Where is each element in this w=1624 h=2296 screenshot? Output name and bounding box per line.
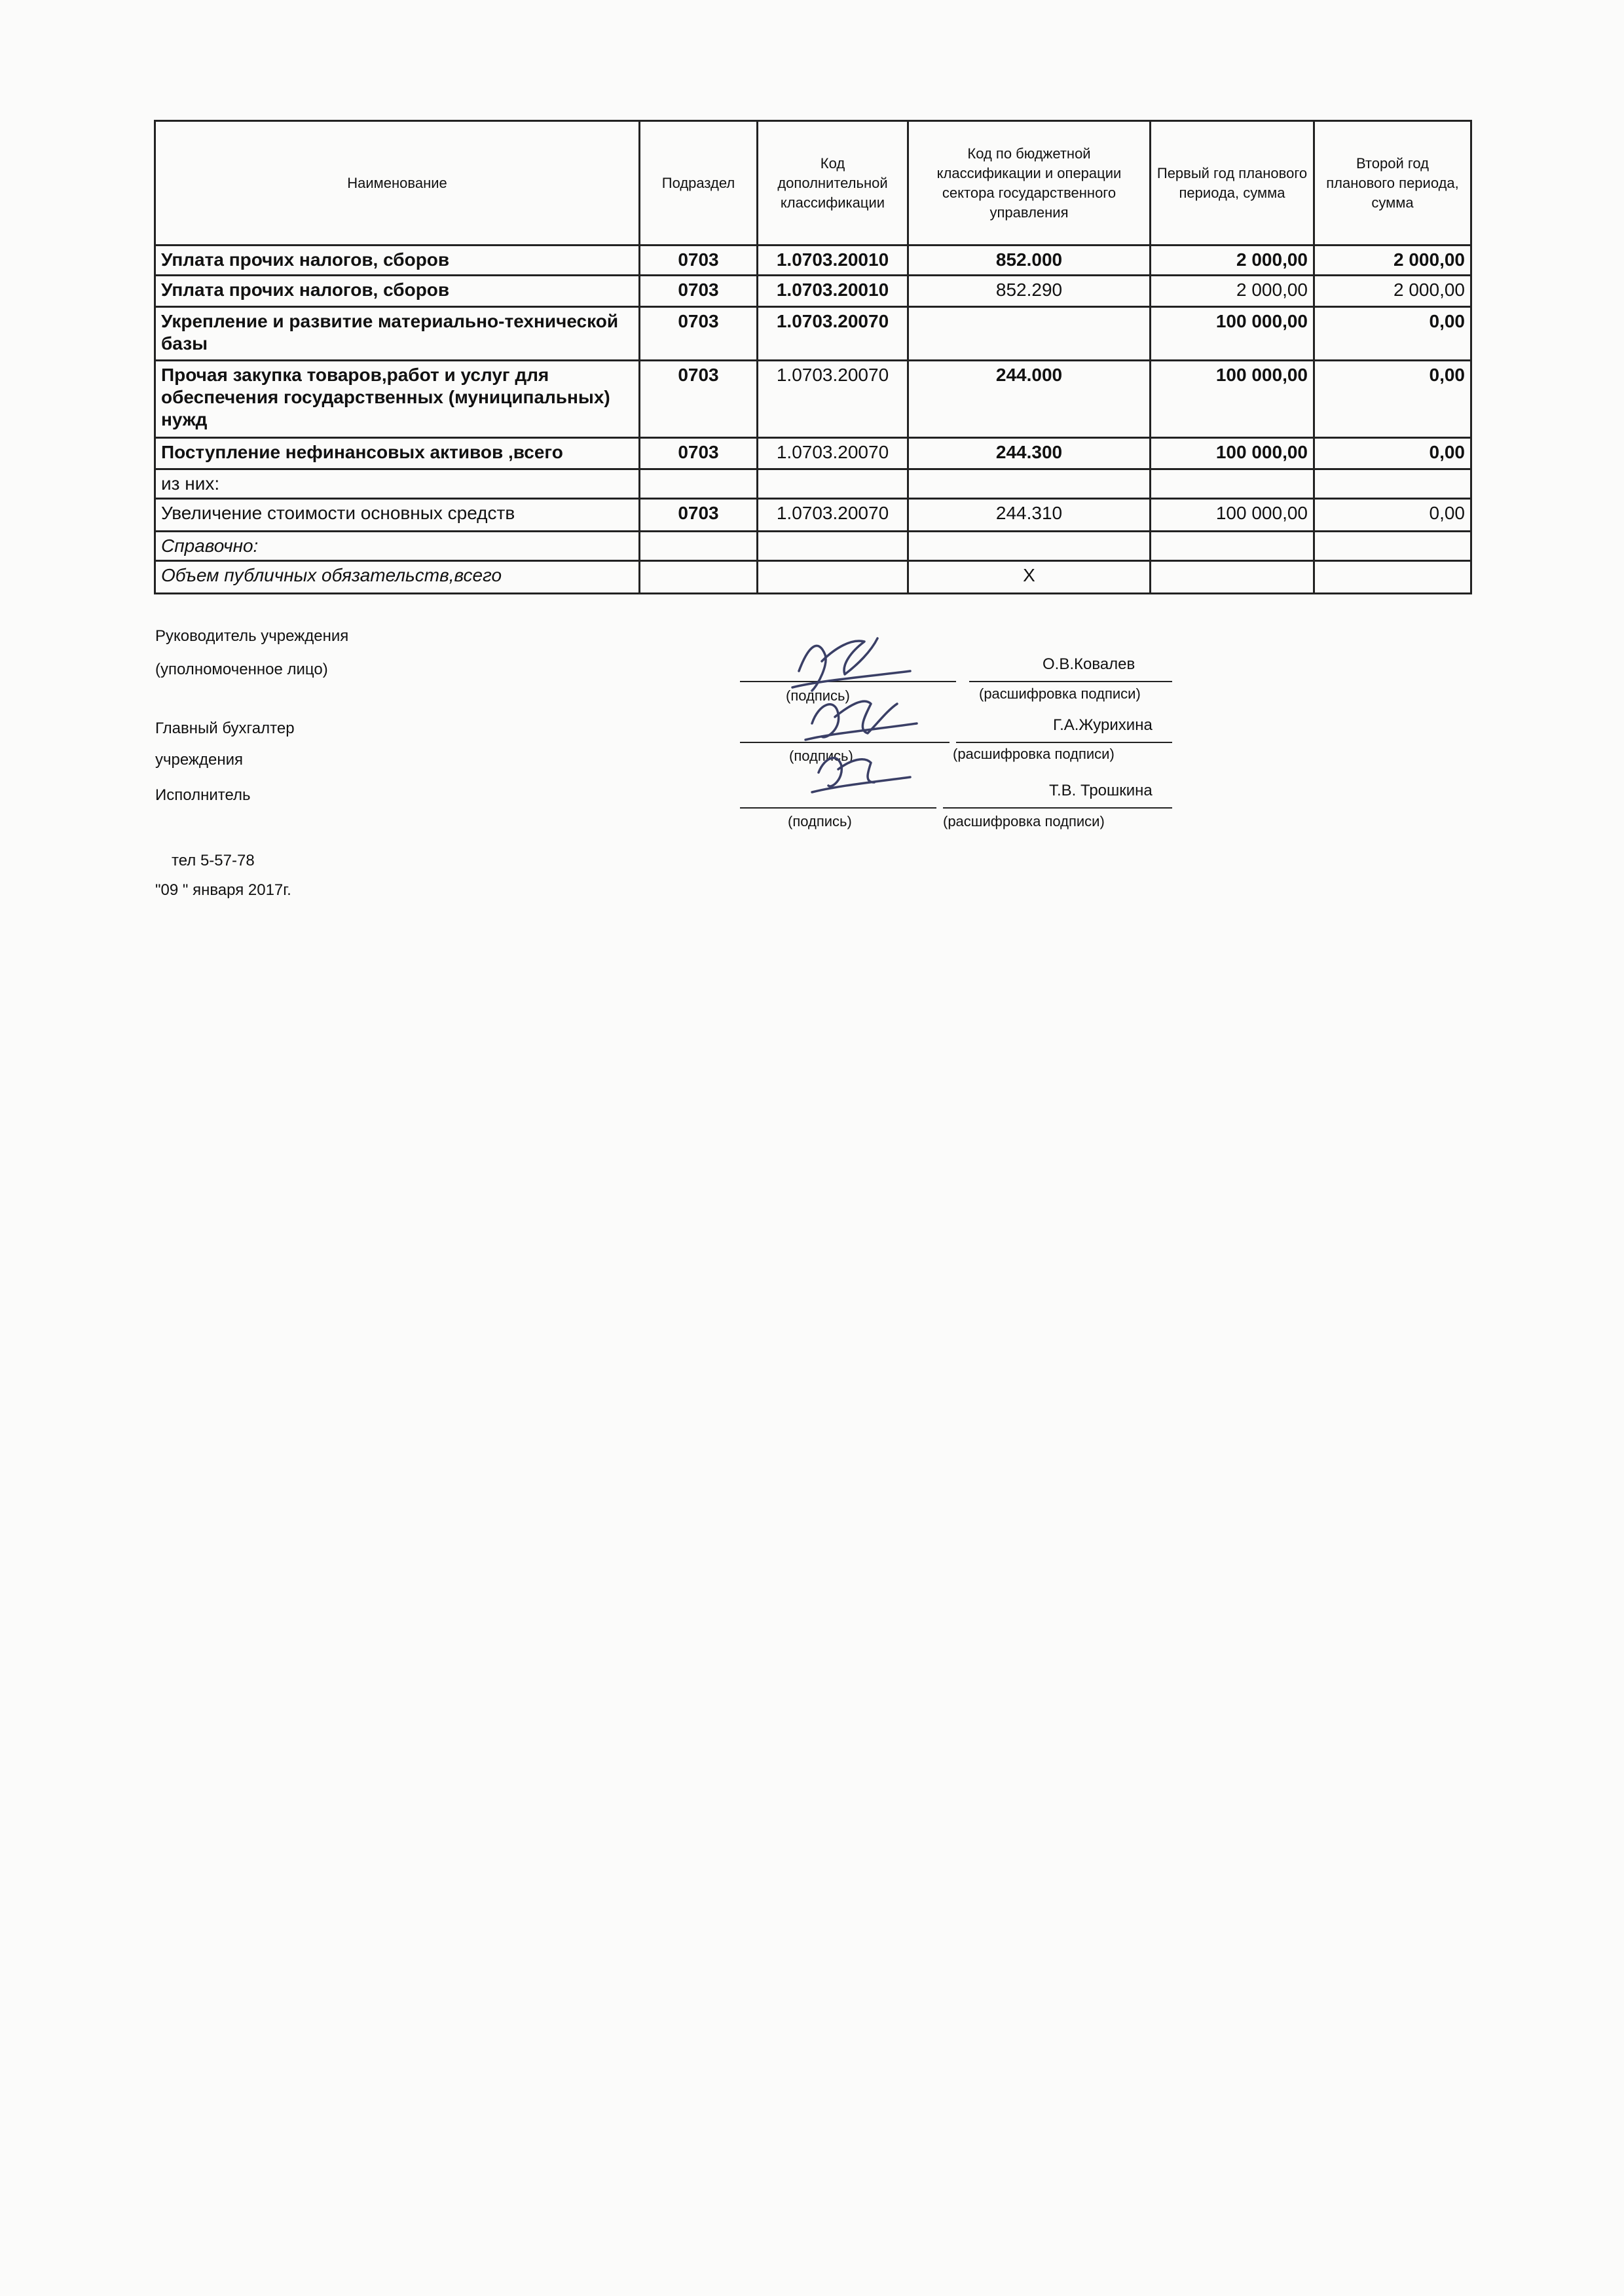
- row-year2: 0,00: [1314, 307, 1471, 361]
- row-name: Справочно:: [155, 532, 640, 561]
- row-extra-code: 1.0703.20070: [758, 438, 908, 469]
- row-year1: 100 000,00: [1151, 499, 1314, 532]
- chief-decoding-line: [956, 742, 1172, 743]
- row-budget-code: [908, 469, 1151, 499]
- executor-label: Исполнитель: [155, 786, 251, 804]
- chief-label-2: учреждения: [155, 751, 243, 769]
- table-row: [155, 532, 1471, 561]
- chief-label: Главный бухгалтер: [155, 720, 295, 737]
- chief-decoding-caption: (расшифровка подписи): [953, 746, 1115, 762]
- row-budget-code: 852.290: [908, 276, 1151, 307]
- signature-date: "09 " января 2017г.: [155, 881, 291, 899]
- header-year2: Второй год планового периода, сумма: [1314, 121, 1471, 246]
- row-year2: 2 000,00: [1314, 276, 1471, 307]
- table-row: [155, 307, 1471, 361]
- row-subsection: 0703: [640, 499, 758, 532]
- row-year2: [1314, 532, 1471, 561]
- table-row: [155, 561, 1471, 594]
- row-year1: 100 000,00: [1151, 307, 1314, 361]
- row-subsection: 0703: [640, 246, 758, 276]
- header-budget-code: Код по бюджетной классификации и операции сектора государственного управления: [908, 121, 1151, 246]
- table-row: [155, 361, 1471, 438]
- head-label-2: (уполномоченное лицо): [155, 661, 328, 678]
- header-extra-code: Код дополнительной классификации: [758, 121, 908, 246]
- row-name: Объем публичных обязательств,всего: [155, 561, 640, 594]
- row-budget-code: [908, 307, 1151, 361]
- table-row: [155, 246, 1471, 276]
- executor-decoding-line: [943, 807, 1172, 809]
- table-row: [155, 276, 1471, 307]
- chief-signature-caption: (подпись): [789, 748, 853, 764]
- phone: тел 5-57-78: [172, 852, 255, 869]
- row-year2: 0,00: [1314, 499, 1471, 532]
- head-label: Руководитель учреждения: [155, 627, 349, 645]
- row-subsection: [640, 561, 758, 594]
- executor-decoding-caption: (расшифровка подписи): [943, 813, 1105, 829]
- head-decoding-caption: (расшифровка подписи): [979, 685, 1141, 702]
- row-name: Уплата прочих налогов, сборов: [155, 276, 640, 307]
- header-name: Наименование: [155, 121, 640, 246]
- executor-signature-caption: (подпись): [788, 813, 852, 829]
- budget-table: [154, 120, 1472, 594]
- row-year1: 100 000,00: [1151, 438, 1314, 469]
- handwritten-signatures: [773, 625, 936, 822]
- row-subsection: 0703: [640, 307, 758, 361]
- row-subsection: 0703: [640, 438, 758, 469]
- row-budget-code: X: [908, 561, 1151, 594]
- header-year1: Первый год планового периода, сумма: [1151, 121, 1314, 246]
- table-row: [155, 469, 1471, 499]
- row-year1: 100 000,00: [1151, 361, 1314, 438]
- row-name: Уплата прочих налогов, сборов: [155, 246, 640, 276]
- header-subsection: Подраздел: [640, 121, 758, 246]
- row-extra-code: 1.0703.20070: [758, 307, 908, 361]
- row-year2: 0,00: [1314, 361, 1471, 438]
- row-name: из них:: [155, 469, 640, 499]
- row-budget-code: 244.310: [908, 499, 1151, 532]
- row-year2: 0,00: [1314, 438, 1471, 469]
- row-extra-code: 1.0703.20070: [758, 361, 908, 438]
- row-year1: [1151, 561, 1314, 594]
- executor-name: Т.В. Трошкина: [1049, 782, 1153, 799]
- row-year1: [1151, 469, 1314, 499]
- row-budget-code: 244.300: [908, 438, 1151, 469]
- row-budget-code: [908, 532, 1151, 561]
- row-extra-code: 1.0703.20070: [758, 499, 908, 532]
- head-decoding-line: [969, 681, 1172, 682]
- row-name: Прочая закупка товаров,работ и услуг для обеспечения государственных (муниципальных) нужд: [155, 361, 640, 438]
- head-name: О.В.Ковалев: [1043, 655, 1135, 673]
- row-year2: [1314, 469, 1471, 499]
- row-year2: 2 000,00: [1314, 246, 1471, 276]
- row-subsection: 0703: [640, 361, 758, 438]
- row-subsection: [640, 469, 758, 499]
- table-header-row: [155, 121, 1471, 246]
- row-budget-code: 852.000: [908, 246, 1151, 276]
- row-year1: 2 000,00: [1151, 246, 1314, 276]
- row-extra-code: [758, 469, 908, 499]
- row-name: Увеличение стоимости основных средств: [155, 499, 640, 532]
- row-subsection: [640, 532, 758, 561]
- row-extra-code: [758, 532, 908, 561]
- table-row: [155, 499, 1471, 532]
- row-year2: [1314, 561, 1471, 594]
- table-row: [155, 438, 1471, 469]
- row-subsection: 0703: [640, 276, 758, 307]
- row-name: Укрепление и развитие материально-технической базы: [155, 307, 640, 361]
- row-year1: 2 000,00: [1151, 276, 1314, 307]
- row-extra-code: 1.0703.20010: [758, 246, 908, 276]
- head-signature-caption: (подпись): [786, 687, 850, 704]
- row-budget-code: 244.000: [908, 361, 1151, 438]
- row-year1: [1151, 532, 1314, 561]
- row-extra-code: [758, 561, 908, 594]
- chief-name: Г.А.Журихина: [1053, 716, 1153, 734]
- row-extra-code: 1.0703.20010: [758, 276, 908, 307]
- row-name: Поступление нефинансовых активов ,всего: [155, 438, 640, 469]
